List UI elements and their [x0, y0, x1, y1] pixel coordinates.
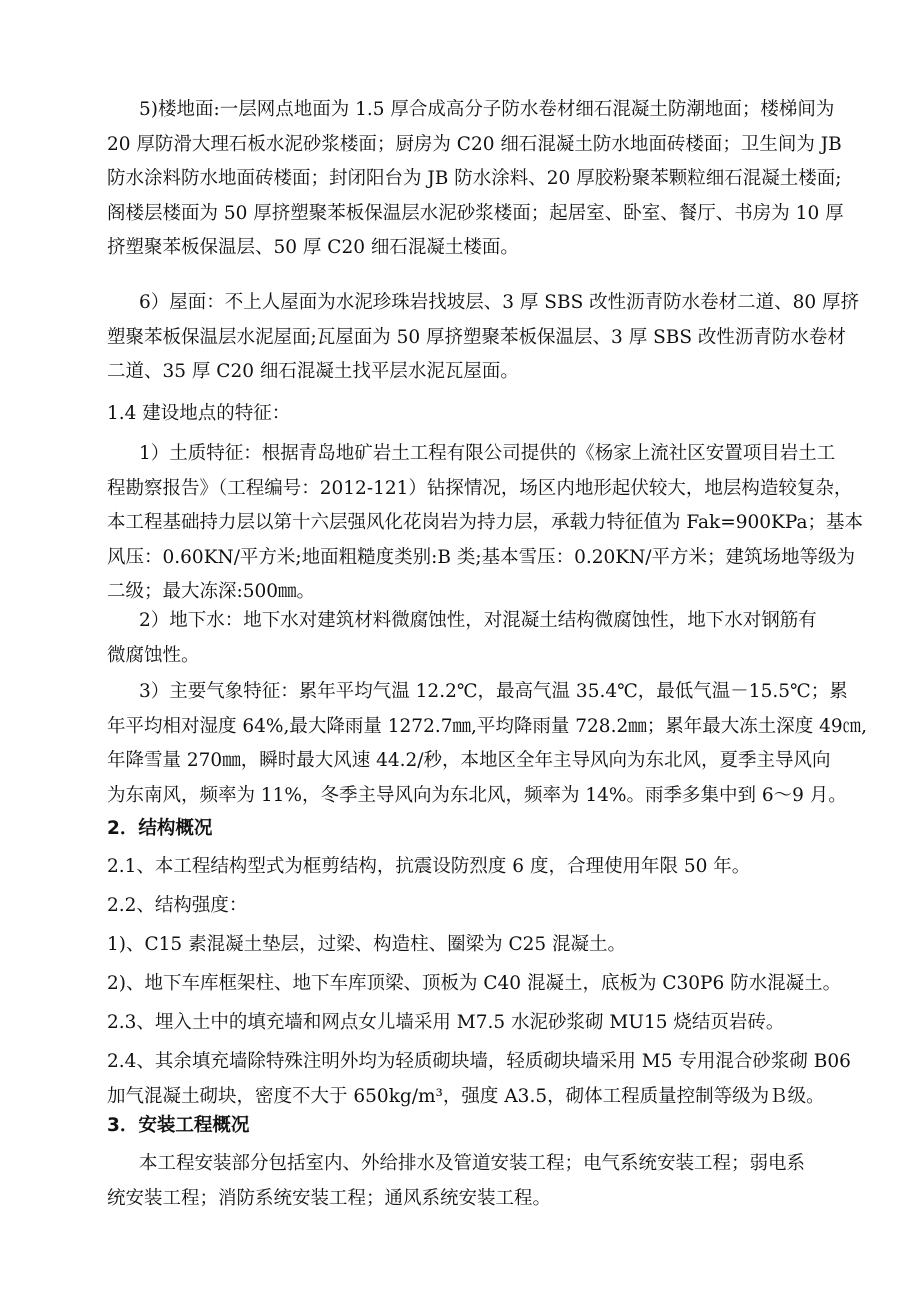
soil-paragraph — [107, 437, 863, 610]
strength-item-1 — [107, 928, 827, 963]
text-line: 1）土质特征：根据青岛地矿岩土工程有限公司提供的《杨家上流社区安置项目岩土工 — [139, 443, 836, 464]
text-line: 程勘察报告》（工程编号：2012-121）钻探情况，场区内地形起伏较大，地层构造较复杂， — [107, 477, 853, 499]
text-line: 二道、35 厚 C20 细石混凝土找平层水泥瓦屋面。 — [107, 361, 519, 382]
text-line: 统安装工程；消防系统安装工程；通风系统安装工程。 — [107, 1187, 552, 1209]
text-line: 2）地下水：地下水对建筑材料微腐蚀性，对混凝土结构微腐蚀性，地下水对钢筋有 — [139, 610, 817, 631]
structure-heading: 2．结构概况 — [107, 818, 213, 839]
text-line: 1.4 建设地点的特征： — [107, 403, 291, 424]
buried-wall-paragraph — [107, 1006, 827, 1041]
text-line: 6）屋面：不上人屋面为水泥珍珠岩找坡层、3 厚 SBS 改性沥青防水卷材二道、80 厚挤 — [139, 292, 860, 313]
text-line: 年降雪量 270㎜，瞬时最大风速 44.2/秒，本地区全年主导风向为东北风，夏季主导风向 — [107, 750, 831, 771]
text-line: 2.4、其余填充墙除特殊注明外均为轻质砌块墙，轻质砌块墙采用 M5 专用混合砂浆砌 B06 — [107, 1051, 851, 1072]
text-line: 防水涂料防水地面砖楼面；封闭阳台为 JB 防水涂料、20 厚胶粉聚苯颗粒细石混凝土楼面; — [107, 168, 842, 189]
text-line: 2.1、本工程结构型式为框剪结构，抗震设防烈度 6 度，合理使用年限 50 年。 — [107, 856, 751, 877]
roof-paragraph — [107, 286, 860, 390]
climate-paragraph — [107, 675, 868, 813]
text-line: 微腐蚀性。 — [107, 644, 200, 666]
structure-strength-title — [107, 889, 827, 924]
text-line: 本工程基础持力层以第十六层强风化花岗岩为持力层，承载力特征值为 Fak=900KPa；基本 — [107, 512, 863, 533]
installation-heading: 3．安装工程概况 — [107, 1115, 250, 1136]
installation-paragraph — [107, 1147, 827, 1216]
text-line: 1)、C15 素混凝土垫层，过梁、构造柱、圈梁为 C25 混凝土。 — [107, 934, 627, 955]
text-line: 5)楼地面:一层网点地面为 1.5 厚合成高分子防水卷材细石混凝土防潮地面；楼梯间为 — [139, 99, 835, 120]
text-line: 年平均相对湿度 64%,最大降雨量 1272.7㎜,平均降雨量 728.2㎜；累年最大冻土深度 49㎝, — [107, 715, 868, 737]
text-line: 3）主要气象特征：累年平均气温 12.2℃，最高气温 35.4℃，最低气温－15.5℃；累 — [139, 681, 848, 702]
infill-wall-paragraph — [107, 1045, 851, 1114]
text-line: 2.3、埋入土中的填充墙和网点女儿墙采用 M7.5 水泥砂浆砌 MU15 烧结页岩砖。 — [107, 1012, 785, 1033]
groundwater-paragraph — [107, 604, 827, 673]
text-line: 阁楼层楼面为 50 厚挤塑聚苯板保温层水泥砂浆楼面；起居室、卧室、餐厅、书房为 10 厚 — [107, 202, 844, 224]
text-line: 为东南风，频率为 11%，冬季主导风向为东北风，频率为 14%。雨季多集中到 6～9 月。 — [107, 784, 847, 806]
site-characteristics-title — [107, 397, 827, 432]
text-line: 挤塑聚苯板保温层、50 厚 C20 细石混凝土楼面。 — [107, 237, 519, 258]
text-line: 2)、地下车库框架柱、地下车库顶梁、顶板为 C40 混凝土，底板为 C30P6 防水混凝土。 — [107, 973, 842, 994]
text-line: 风压：0.60KN/平方米;地面粗糙度类别:B 类;基本雪压：0.20KN/平方米；建筑场地等级为 — [107, 546, 856, 568]
floor-finish-paragraph — [107, 93, 844, 266]
text-line: 加气混凝土砌块，密度不大于 650kg/m³，强度 A3.5，砌体工程质量控制等级为Ｂ级。 — [107, 1085, 825, 1107]
text-line: 二级；最大冻深:500㎜。 — [107, 581, 316, 602]
structure-type-paragraph — [107, 850, 827, 885]
text-line: 本工程安装部分包括室内、外给排水及管道安装工程；电气系统安装工程；弱电系 — [139, 1153, 806, 1174]
text-line: 塑聚苯板保温层水泥屋面;瓦屋面为 50 厚挤塑聚苯板保温层、3 厚 SBS 改性沥青防水卷材 — [107, 326, 846, 348]
text-line: 20 厚防滑大理石板水泥砂浆楼面；厨房为 C20 细石混凝土防水地面砖楼面；卫生间为 JB — [107, 133, 842, 155]
strength-item-2 — [107, 967, 842, 1002]
text-line: 2.2、结构强度： — [107, 895, 248, 916]
